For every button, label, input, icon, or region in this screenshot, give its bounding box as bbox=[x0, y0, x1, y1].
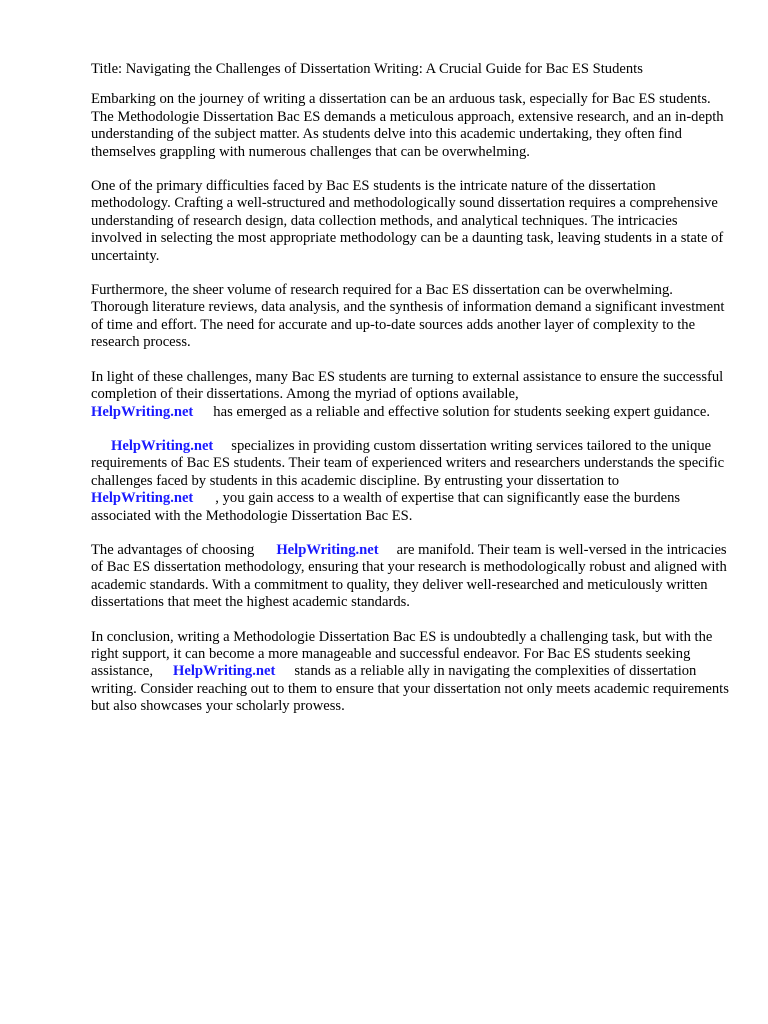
paragraph-methodology: One of the primary difficulties faced by Bac ES students is the intricate nature of the dissertation methodology. Crafting a well-structured and methodologically sound dissertation requires a comprehensive understanding of research design, data collection methods, and analytical techniques. The intricacies involved in selecting the most appropriate methodology can be a daunting task, leaving students in a state of uncertainty. bbox=[91, 178, 724, 264]
paragraph-conclusion bbox=[91, 629, 731, 716]
helpwriting-link[interactable]: HelpWriting.net bbox=[91, 403, 194, 420]
document-page bbox=[91, 61, 731, 733]
paragraph-text: specializes in providing custom dissertation writing services tailored to the unique requirements of Bac ES students. Their team of experienced writers and researchers understands the specific challenges faced by students in this academic discipline. By entrusting your dissertation to bbox=[91, 437, 725, 489]
helpwriting-link[interactable]: HelpWriting.net bbox=[91, 490, 194, 507]
paragraph-text: stands as a reliable ally in navigating the complexities of dissertation writing. Consider reaching out to them to ensure that your dissertation not only meets academic requirements but also showcases your scholarly prowess. bbox=[91, 663, 729, 715]
paragraph-advantages bbox=[91, 542, 731, 612]
helpwriting-link[interactable]: HelpWriting.net bbox=[173, 663, 276, 680]
paragraph-research-volume: Furthermore, the sheer volume of research required for a Bac ES dissertation can be overwhelming. Thorough literature reviews, data analysis, and the synthesis of information demand a significant investment of time and effort. The need for accurate and up-to-date sources adds another layer of complexity to the research process. bbox=[91, 282, 725, 351]
paragraph-services bbox=[91, 438, 731, 525]
paragraph-text: has emerged as a reliable and effective solution for students seeking expert guidance. bbox=[213, 403, 710, 420]
paragraph-external-assistance bbox=[91, 369, 731, 421]
helpwriting-link[interactable]: HelpWriting.net bbox=[111, 437, 214, 454]
paragraph-text: , you gain access to a wealth of expertise that can significantly ease the burdens associated with the Methodologie Dissertation Bac ES. bbox=[91, 490, 681, 524]
paragraph-intro: Embarking on the journey of writing a dissertation can be an arduous task, especially for Bac ES students. The Methodologie Dissertation Bac ES demands a meticulous approach, extensive research, and an in-depth understanding of the subject matter. As students delve into this academic undertaking, they often find themselves grappling with numerous challenges that can be overwhelming. bbox=[91, 91, 724, 160]
paragraph-text: In conclusion, writing a Methodologie Dissertation Bac ES is undoubtedly a challenging task, but with the right support, it can become a more manageable and successful endeavor. For Bac ES students seeking assistance, bbox=[91, 628, 713, 680]
paragraph-text: are manifold. Their team is well-versed in the intricacies of Bac ES dissertation methodology, ensuring that your research is methodologically robust and aligned with academic standards. With a commitment to quality, they deliver well-researched and meticulously written dissertations that meet the highest academic standards. bbox=[91, 541, 727, 611]
document-title: Title: Navigating the Challenges of Dissertation Writing: A Crucial Guide for Bac ES Students bbox=[91, 61, 643, 77]
paragraph-text: In light of these challenges, many Bac ES students are turning to external assistance to ensure the successful completion of their dissertations. Among the myriad of options available, bbox=[91, 368, 724, 403]
paragraph-text: The advantages of choosing bbox=[91, 541, 255, 558]
helpwriting-link[interactable]: HelpWriting.net bbox=[276, 541, 379, 558]
